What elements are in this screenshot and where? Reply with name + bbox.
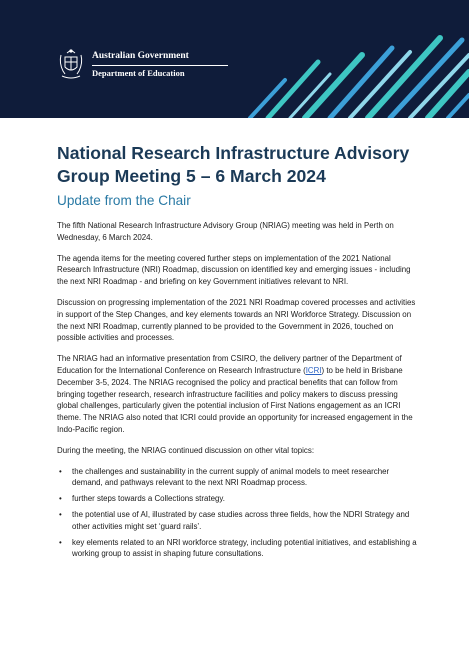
paragraph-agenda: The agenda items for the meeting covered further steps on implementation of the 2021 National Research Infrastructure (NRI) Roadmap, discussion on identified key and emerging issues - including the next NRI Roadmap - and briefing on key Government initiatives relevant to NRI.	[57, 253, 411, 287]
list-item: • key elements related to an NRI workforce strategy, including potential initiatives, and establishing a working group to assist in shaping future consultations.	[59, 537, 417, 559]
decorative-stripe	[250, 80, 285, 118]
page-title	[57, 142, 419, 188]
icri-link[interactable]: ICRI	[305, 365, 322, 375]
document-body	[57, 142, 419, 564]
list-item: • the challenges and sustainability in the current supply of animal models to meet researcher demand, and pathways relevant to the next NRI Roadmap process.	[59, 466, 390, 488]
paragraph-intro: The fifth National Research Infrastructure Advisory Group (NRIAG) meeting was held in Perth on Wednesday, 6 March 2024.	[57, 221, 394, 242]
icri-text-before: The NRIAG had an informative presentation from CSIRO, the delivery partner of the Department of Education for the International Conference on Research Infrastructure (	[57, 354, 402, 375]
bullet-icon: •	[59, 537, 62, 547]
coat-of-arms-icon	[56, 47, 86, 81]
header-banner	[0, 0, 469, 118]
paragraph-icri	[57, 353, 419, 436]
list-item: • further steps towards a Collections strategy.	[59, 494, 225, 504]
department-name: Department of Education	[92, 67, 185, 78]
bullet-icon: •	[59, 509, 62, 519]
decorative-stripe	[448, 95, 469, 118]
icri-text-after: ) to be held in Brisbane December 3-5, 2024. The NRIAG recognised the policy and practical benefits that can follow from bringing together research, research infrastructure facilities and policy makers to discuss pressing global challenges, particularly given the potential inclusion of First Nations engagement as an ICRI theme. The NRIAG also noted that ICRI could provide an opportunity for increased engagement in the Indo-Pacific region.	[57, 365, 413, 434]
title-line-1: National Research Infrastructure Advisory	[57, 143, 410, 163]
bullet-icon: •	[59, 494, 62, 504]
topics-list	[57, 466, 419, 561]
government-name: Australian Government	[92, 50, 189, 61]
title-line-2: Group Meeting 5 – 6 March 2024	[57, 166, 326, 186]
government-logo	[56, 44, 228, 84]
paragraph-roadmap: Discussion on progressing implementation of the 2021 NRI Roadmap covered processes and activities in support of the Step Changes, and key elements towards an NRI Workforce Strategy. Discussion on the next NRI Roadmap, currently planned to be provided to the Government in 2026, touched on possible activities and processes.	[57, 297, 416, 343]
list-item: • the potential use of AI, illustrated by case studies across three fields, how the NDRI Strategy and other activities might set ‘guard rails’.	[59, 509, 410, 531]
logo-divider	[92, 65, 228, 66]
page-subtitle: Update from the Chair	[57, 193, 191, 208]
paragraph-topics-intro: During the meeting, the NRIAG continued discussion on other vital topics:	[57, 445, 315, 455]
bullet-icon: •	[59, 466, 62, 476]
